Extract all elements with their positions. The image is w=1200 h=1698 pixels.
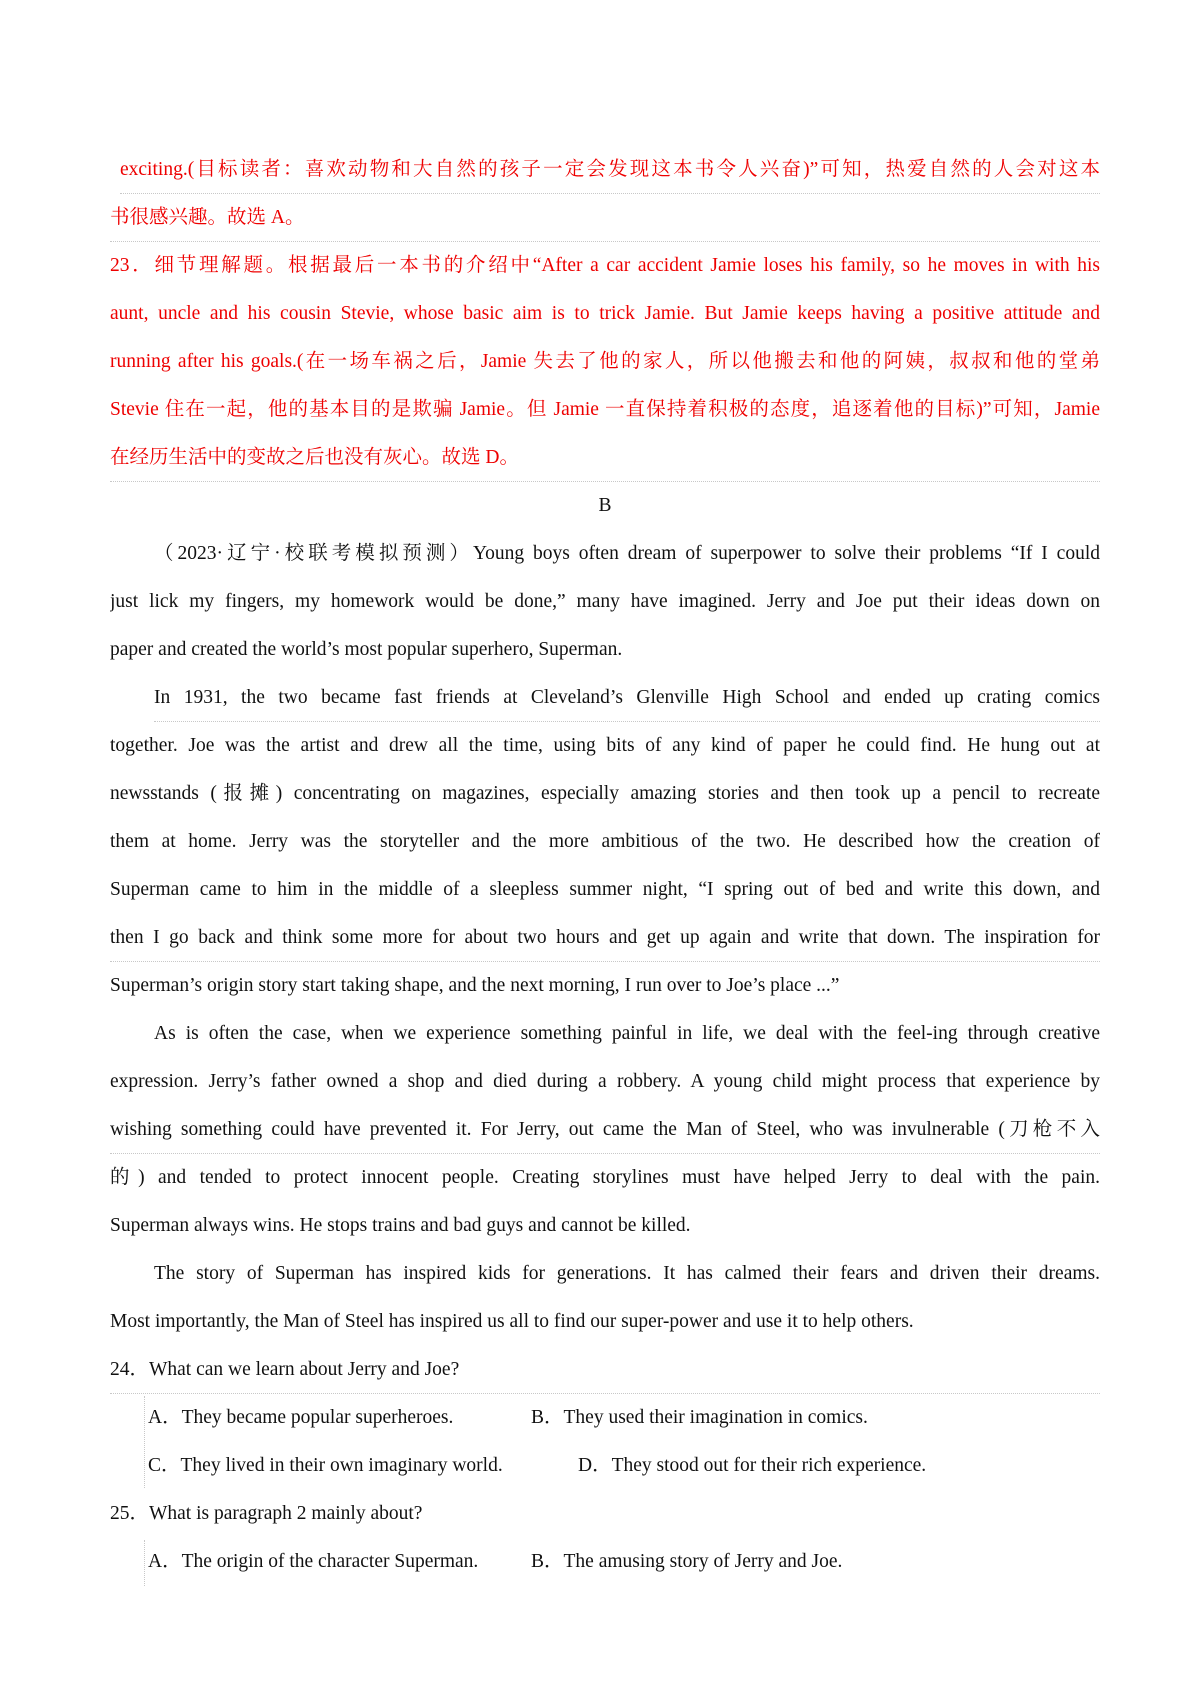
- question-24-stem: 24．What can we learn about Jerry and Joe?: [110, 1346, 1100, 1394]
- question-24-option-d[interactable]: D．They stood out for their rich experience.: [578, 1455, 927, 1476]
- passage-p3-line-2: expression. Jerry’s father owned a shop and died during a robbery. A young child might process that experience by: [110, 1071, 1100, 1092]
- section-title: B: [598, 495, 612, 516]
- answer-q23-line-4: Stevie 住在一起，他的基本目的是欺骗 Jamie。但 Jamie 一直保持着积极的态度，追逐着他的目标)”可知，Jamie: [110, 399, 1100, 420]
- passage-p2-line-5: Superman came to him in the middle of a sleepless summer night, “I spring out of bed and write this down, and: [110, 879, 1100, 900]
- passage-p4-line-2: Most importantly, the Man of Steel has inspired us all to find our super-power and use it to help others.: [110, 1311, 914, 1332]
- question-25-stem: 25．What is paragraph 2 mainly about?: [110, 1503, 423, 1524]
- question-24-option-c[interactable]: C．They lived in their own imaginary world.: [148, 1455, 503, 1476]
- answer-q23-line-3: running after his goals.(在一场车祸之后，Jamie 失去了他的家人，所以他搬去和他的阿姨，叔叔和他的堂弟: [110, 351, 1100, 372]
- question-25-option-a[interactable]: A．The origin of the character Superman.: [148, 1551, 479, 1572]
- options-25-guide: [144, 1540, 146, 1586]
- passage-p3-line-3: wishing something could have prevented it. For Jerry, out came the Man of Steel, who was invulnerable (刀枪不入: [110, 1106, 1100, 1154]
- passage-p2-line-7: Superman’s origin story start taking shape, and the next morning, I run over to Joe’s place ...”: [110, 975, 840, 996]
- answer-q22-line-1: exciting.(目标读者：喜欢动物和大自然的孩子一定会发现这本书令人兴奋)”可知，热爱自然的人会对这本: [120, 146, 1100, 194]
- passage-p1-line-2: just lick my fingers, my homework would be done,” many have imagined. Jerry and Joe put their ideas down on: [110, 591, 1100, 612]
- passage-p3-line-4: 的) and tended to protect innocent people. Creating storylines must have helped Jerry to deal with the pain.: [110, 1167, 1100, 1188]
- question-25-option-b[interactable]: B．The amusing story of Jerry and Joe.: [531, 1551, 843, 1572]
- answer-q23-line-2: aunt, uncle and his cousin Stevie, whose basic aim is to trick Jamie. But Jamie keeps having a positive attitude and: [110, 303, 1100, 324]
- passage-p2-line-4: them at home. Jerry was the storyteller and the more ambitious of the two. He described how the creation of: [110, 831, 1100, 852]
- passage-p1-line-1: （2023·辽宁·校联考模拟预测）Young boys often dream of superpower to solve their problems “If I could: [154, 543, 1100, 564]
- question-24-option-b[interactable]: B．They used their imagination in comics.: [531, 1407, 868, 1428]
- passage-p3-line-1: As is often the case, when we experience something painful in life, we deal with the feel-ing through creative: [154, 1023, 1100, 1044]
- passage-p2-line-3: newsstands (报摊) concentrating on magazines, especially amazing stories and then took up a pencil to recreate: [110, 783, 1100, 804]
- answer-q23-line-5: 在经历生活中的变故之后也没有灰心。故选 D。: [110, 434, 1100, 482]
- passage-p3-line-5: Superman always wins. He stops trains and bad guys and cannot be killed.: [110, 1215, 691, 1236]
- answer-q22-line-2: 书很感兴趣。故选 A。: [110, 194, 1100, 242]
- passage-p2-line-2: together. Joe was the artist and drew all the time, using bits of any kind of paper he could find. He hung out at: [110, 735, 1100, 756]
- question-24-option-a[interactable]: A．They became popular superheroes.: [148, 1407, 454, 1428]
- passage-p2-line-1: In 1931, the two became fast friends at Cleveland’s Glenville High School and ended up crating comics: [154, 674, 1100, 722]
- passage-p1-line-3: paper and created the world’s most popular superhero, Superman.: [110, 639, 623, 660]
- options-24-guide: [144, 1396, 146, 1488]
- passage-p4-line-1: The story of Superman has inspired kids for generations. It has calmed their fears and driven their dreams.: [154, 1263, 1100, 1284]
- passage-p2-line-6: then I go back and think some more for about two hours and get up again and write that down. The inspiration for: [110, 914, 1100, 962]
- answer-q23-line-1: 23．细节理解题。根据最后一本书的介绍中“After a car accident Jamie loses his family, so he moves in with his: [110, 255, 1100, 276]
